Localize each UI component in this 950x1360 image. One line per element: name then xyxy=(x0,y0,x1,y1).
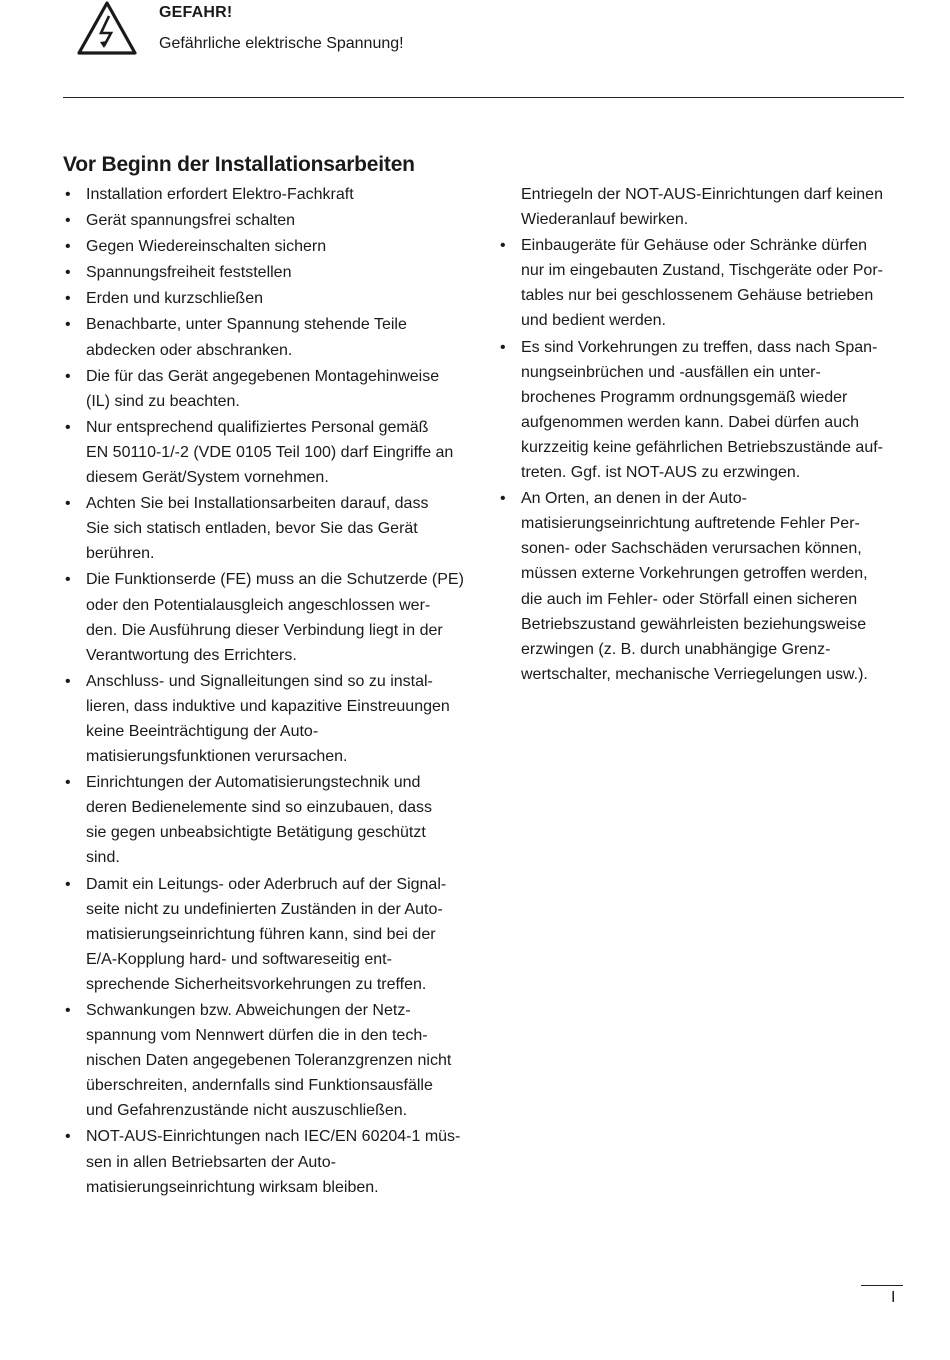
bullet-marker: • xyxy=(500,237,506,255)
list-item xyxy=(63,415,473,490)
right-column xyxy=(498,182,908,688)
list-item xyxy=(63,260,473,285)
list-item-text: Spannungsfreiheit feststellen xyxy=(86,264,292,282)
bullet-marker: • xyxy=(65,875,71,893)
list-item xyxy=(498,233,908,333)
list-item xyxy=(498,486,908,687)
top-divider xyxy=(63,97,904,98)
section-heading: Vor Beginn der Installationsarbeiten xyxy=(63,153,415,176)
bullet-marker: • xyxy=(65,495,71,513)
bullet-marker: • xyxy=(65,672,71,690)
bullet-marker: • xyxy=(65,1002,71,1019)
list-item xyxy=(63,312,473,362)
bullet-marker: • xyxy=(65,290,71,308)
list-item xyxy=(63,770,473,870)
footer-divider xyxy=(861,1285,903,1286)
list-item xyxy=(63,208,473,233)
list-item xyxy=(498,335,908,486)
right-column-list xyxy=(498,233,908,687)
bullet-marker: • xyxy=(65,774,71,792)
warning-title: GEFAHR! xyxy=(159,4,233,21)
list-item-text: Nur entsprechend qualifiziertes Personal gemäß EN 50110-1/-2 (VDE 0105 Teil 100) darf Eingriffe an diesem Gerät/System vornehmen. xyxy=(86,418,454,487)
list-item-text: Einrichtungen der Automatisierungstechnik und deren Bedienelemente sind so einzubauen, dass sie gegen unbeabsichtigte Betätigung geschützt sind. xyxy=(86,774,433,867)
bullet-marker: • xyxy=(65,367,71,385)
list-item xyxy=(63,1124,473,1199)
bullet-marker: • xyxy=(65,212,71,230)
list-item-text: Es sind Vorkehrungen zu treffen, dass nach Span- nungseinbrüchen und -ausfällen ein unter- brochenes Programm ordnungsgemäß wieder aufgenommen werden kann. Dabei dürfen auch kurzzeitig keine gefährlichen Betriebszustände auf- treten. Ggf. ist NOT-AUS zu erzwingen. xyxy=(521,338,883,482)
danger-warning-block xyxy=(76,0,476,70)
bullet-marker: • xyxy=(500,490,506,508)
list-item-text: Gerät spannungsfrei schalten xyxy=(86,212,296,230)
bullet-marker: • xyxy=(65,571,71,589)
left-column-list xyxy=(63,182,473,1201)
list-item-text: Benachbarte, unter Spannung stehende Teile abdecken oder abschranken. xyxy=(86,316,407,359)
list-item-text: Schwankungen bzw. Abweichungen der Netz- spannung vom Nennwert dürfen die in den tech- nischen Daten angegebenen Toleranzgrenzen nicht überschreiten, andernfalls sind Funktionsausfälle und Gefahrenzustände nicht auszuschließen. xyxy=(86,1002,452,1120)
bullet-marker: • xyxy=(500,338,506,356)
list-item xyxy=(63,998,473,1123)
warning-text: Gefährliche elektrische Spannung! xyxy=(159,35,404,52)
list-item xyxy=(63,286,473,311)
list-item-text: Installation erfordert Elektro-Fachkraft xyxy=(86,186,354,203)
bullet-marker: • xyxy=(65,1128,71,1146)
page-marker: I xyxy=(891,1289,896,1306)
list-item xyxy=(63,182,473,207)
list-item xyxy=(63,669,473,769)
bullet-marker: • xyxy=(65,418,71,436)
list-item xyxy=(63,567,473,667)
list-item-text: An Orten, an denen in der Auto- matisierungseinrichtung auftretende Fehler Per- sonen- oder Sachschäden verursachen können, müssen externe Vorkehrungen getroffen werden, die auch im Fehler- oder Störfall einen sicheren Betriebszustand gewährleisten beziehungsweise erzwingen (z. B. durch unabhängige Grenz- wertschalter, mechanische Verriegelungen usw.). xyxy=(521,490,868,683)
list-item-text: Die für das Gerät angegebenen Montagehinweise (IL) sind zu beachten. xyxy=(86,367,440,410)
list-item-text: Damit ein Leitungs- oder Aderbruch auf der Signal- seite nicht zu undefinierten Zuständen in der Auto- matisierungseinrichtung führen kann, sind bei der E/A-Kopplung hard- und softwareseitig ent- sprechende Sicherheitsvorkehrungen zu treffen. xyxy=(86,875,447,993)
bullet-marker: • xyxy=(65,238,71,256)
bullet-marker: • xyxy=(65,186,71,203)
list-item-text: Einbaugeräte für Gehäuse oder Schränke dürfen nur im eingebauten Zustand, Tischgeräte oder Por- tables nur bei geschlossenem Gehäuse betrieben und bedient werden. xyxy=(521,237,883,330)
bullet-marker: • xyxy=(65,316,71,334)
bullet-marker: • xyxy=(65,264,71,282)
list-item xyxy=(63,872,473,997)
list-item xyxy=(63,364,473,414)
list-item-text: Die Funktionserde (FE) muss an die Schutzerde (PE) oder den Potentialausgleich angeschlossen wer- den. Die Ausführung dieser Verbindung liegt in der Verantwortung des Errichters. xyxy=(86,571,464,664)
list-item xyxy=(63,491,473,566)
list-item-text: Anschluss- und Signalleitungen sind so zu instal- lieren, dass induktive und kapazitive Einstreuungen keine Beeinträchtigung der Auto- matisierungsfunktionen verursachen. xyxy=(86,672,450,766)
high-voltage-warning-icon xyxy=(76,0,138,56)
list-item-text: Achten Sie bei Installationsarbeiten darauf, dass Sie sich statisch entladen, bevor Sie das Gerät berühren. xyxy=(86,495,429,563)
list-item-text: Gegen Wiedereinschalten sichern xyxy=(86,238,327,256)
list-item xyxy=(63,234,473,259)
continued-text: Entriegeln der NOT-AUS-Einrichtungen darf keinen Wiederanlauf bewirken. xyxy=(521,186,883,229)
list-item-text: NOT-AUS-Einrichtungen nach IEC/EN 60204-1 müs- sen in allen Betriebsarten der Auto- matisierungseinrichtung wirksam bleiben. xyxy=(86,1128,461,1196)
list-item-text: Erden und kurzschließen xyxy=(86,290,263,308)
